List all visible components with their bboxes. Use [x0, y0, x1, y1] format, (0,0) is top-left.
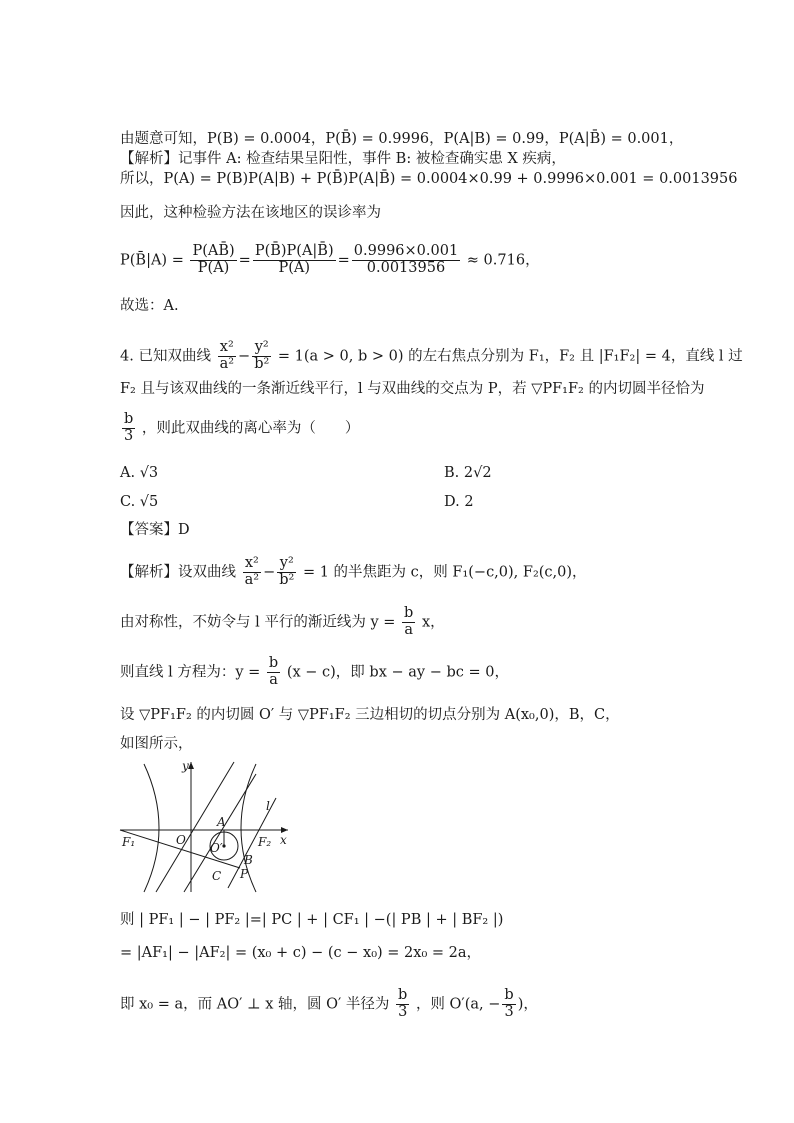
q4-frac-y: $\frac{\text{y²}}{\text{b²}}$ [254, 339, 270, 372]
formula-frac-1: $\frac{P(AB̄)}{P(A)}$ [192, 243, 235, 276]
label-b: B [244, 853, 253, 867]
formula-lhs: P(B̄|A) = [120, 252, 184, 269]
solution-4-line-5: 如图所示， [120, 736, 193, 752]
label-a: A [217, 815, 226, 829]
answer-line: 【答案】D [120, 522, 190, 538]
solution-4-line-7: = |AF₁| − |AF₂| = (x₀ + c) − (c − x₀) = 2x₀ = 2a， [120, 945, 481, 961]
option-c: C. √5 [120, 494, 159, 510]
formula-result: ≈ 0.716， [466, 252, 540, 269]
s1-frac-x: $\frac{\text{x²}}{\text{a²}}$ [244, 555, 260, 588]
solution-line-3: 所以，P(A) = P(B)P(A|B) + P(B̄)P(A|B̄) = 0.0004×0.99 + 0.9996×0.001 = 0.0013956 [120, 171, 738, 187]
question-4-line-1: 4. 已知双曲线 $\frac{\text{x²}}{\text{a²}}$ − $\frac{\text{y²}}{\text{b²}}$ = 1(a > 0, b > 0) 的左右焦点分别为 F₁，F₂ 且 |F₁F₂| = 4，直线 l 过 [120, 339, 743, 372]
label-l: l [266, 799, 270, 813]
s8-frac-coord: $\frac{b}{3}$ [504, 987, 514, 1020]
s3-frac: $\frac{b}{a}$ [268, 655, 279, 688]
s1-frac-y: $\frac{\text{y²}}{\text{b²}}$ [279, 555, 295, 588]
incircle-center [222, 844, 225, 847]
hyperbola-figure [116, 758, 296, 894]
solution-line-4: 因此，这种检验方法在该地区的误诊率为 [120, 205, 381, 221]
label-c: C [212, 869, 222, 883]
label-p: P [240, 867, 249, 881]
y-axis-arrow [188, 762, 194, 769]
misdiagnosis-formula: P(B̄|A) = $\frac{P(AB̄)}{P(A)}$ = $\frac{P(B̄)P(A|B̄)}{P(A)}$ = $\frac{0.9996\times 0.001}{0.0013956}$ ≈ 0.716， [120, 243, 540, 276]
solution-4-line-2: 由对称性，不妨令与 l 平行的渐近线为 y = $\frac{b}{a}$ x， [120, 605, 445, 638]
solution-4-line-8: 即 x₀ = a，而 AO′ ⊥ x 轴，圆 O′ 半径为 $\frac{b}{3}$ ，则 O′(a, − $\frac{b}{3}$ )， [120, 987, 538, 1020]
choice-statement: 故选：A. [120, 298, 179, 314]
s2-frac: $\frac{b}{a}$ [404, 605, 414, 638]
solution-line-2: 由题意可知，P(B) = 0.0004，P(B̄) = 0.9996，P(A|B) = 0.99，P(A|B̄) = 0.001， [120, 131, 684, 147]
label-y: y [182, 759, 189, 773]
question-4-line-3: $\frac{b}{3}$ ，则此双曲线的离心率为（ ） [124, 411, 360, 444]
s8-frac-radius: $\frac{b}{3}$ [398, 987, 408, 1020]
q4-frac-radius: $\frac{b}{3}$ [124, 411, 134, 444]
option-d: D. 2 [444, 494, 474, 510]
solution-4-line-4: 设 ▽PF₁F₂ 的内切圆 O′ 与 ▽PF₁F₂ 三边相切的切点分别为 A(x₀,0)，B，C， [120, 707, 620, 723]
label-x: x [280, 833, 287, 847]
formula-frac-3: $\frac{0.9996\times 0.001}{0.0013956}$ [353, 243, 459, 276]
label-o-prime: O′ [210, 841, 223, 855]
question-4-line-2: F₂ 且与该双曲线的一条渐近线平行，l 与双曲线的交点为 P，若 ▽PF₁F₂ 的内切圆半径恰为 [120, 381, 705, 397]
option-a: A. √3 [120, 465, 159, 481]
label-o: O [176, 833, 186, 847]
solution-4-line-1: 【解析】设双曲线 $\frac{\text{x²}}{\text{a²}}$ − $\frac{\text{y²}}{\text{b²}}$ = 1 的半焦距为 c，则 F₁(−c,0), F₂(c,0)， [120, 555, 587, 588]
solution-4-line-3: 则直线 l 方程为：y = $\frac{b}{a}$ (x − c)，即 bx − ay − bc = 0， [120, 655, 509, 688]
formula-frac-2: $\frac{P(B̄)P(A|B̄)}{P(A)}$ [254, 243, 334, 276]
label-f1: F₁ [122, 835, 136, 849]
hyperbola-left-branch [144, 764, 159, 892]
label-f2: F₂ [258, 835, 272, 849]
q4-frac-x: $\frac{\text{x²}}{\text{a²}}$ [219, 339, 235, 372]
option-b: B. 2√2 [444, 465, 492, 481]
solution-4-line-6: 则 | PF₁ | − | PF₂ |=| PC | + | CF₁ | −(| PB | + | BF₂ |) [120, 912, 504, 928]
solution-line-1: 【解析】记事件 A: 检查结果呈阳性，事件 B: 被检查确实患 X 疾病， [120, 151, 566, 167]
